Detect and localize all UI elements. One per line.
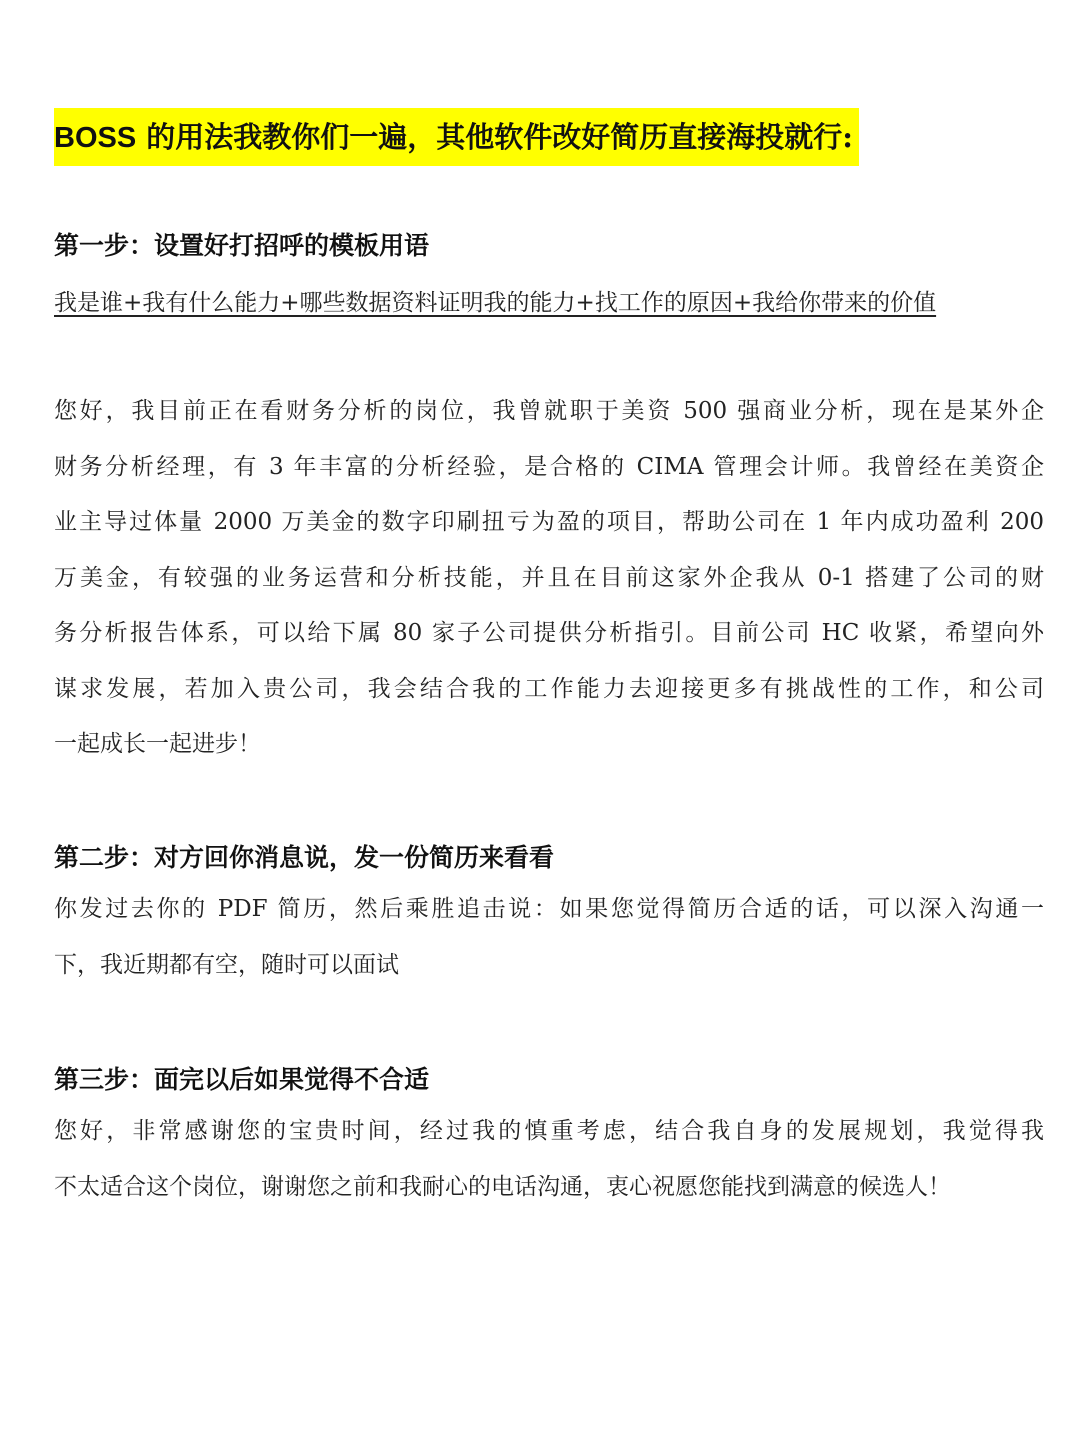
step2-line: 下，我近期都有空，随时可以面试 bbox=[54, 951, 399, 978]
step1-line: 您好，我目前正在看财务分析的岗位，我曾就职于美资 500 强商业分析，现在是某外企 bbox=[54, 398, 1044, 424]
step1-line: 务分析报告体系，可以给下属 80 家子公司提供分析指引。目前公司 HC 收紧，希望向外 bbox=[54, 620, 1044, 646]
step1-line: 谋求发展，若加入贵公司，我会结合我的工作能力去迎接更多有挑战性的工作，和公司 bbox=[54, 675, 1044, 702]
title-prefix: BOSS bbox=[54, 122, 137, 154]
step2-paragraph bbox=[54, 882, 1044, 993]
step1-line: 财务分析经理，有 3 年丰富的分析经验，是合格的 CIMA 管理会计师。我曾经在美资企 bbox=[54, 453, 1044, 480]
step3-heading: 第三步：面完以后如果觉得不合适 bbox=[54, 1065, 430, 1094]
step3-line: 不太适合这个岗位，谢谢您之前和我耐心的电话沟通，衷心祝愿您能找到满意的候选人！ bbox=[54, 1173, 951, 1200]
step2-heading: 第二步：对方回你消息说，发一份简历来看看 bbox=[54, 843, 555, 872]
step1-heading: 第一步：设置好打招呼的模板用语 bbox=[54, 231, 430, 260]
step1-line: 业主导过体量 2000 万美金的数字印刷扭亏为盈的项目，帮助公司在 1 年内成功盈利 200 bbox=[54, 509, 1044, 535]
step1-line: 一起成长一起进步！ bbox=[54, 731, 261, 757]
step1-paragraph bbox=[54, 384, 1044, 773]
step1-formula: 我是谁+我有什么能力+哪些数据资料证明我的能力+找工作的原因+我给你带来的价值 bbox=[54, 290, 937, 316]
step3-paragraph bbox=[54, 1104, 1044, 1215]
title-text: 的用法我教你们一遍，其他软件改好简历直接海投就行: bbox=[136, 120, 853, 154]
step2-line: 你发过去你的 PDF 简历，然后乘胜追击说：如果您觉得简历合适的话，可以深入沟通一 bbox=[54, 896, 1044, 922]
step1-line: 万美金，有较强的业务运营和分析技能，并且在目前这家外企我从 0-1 搭建了公司的财 bbox=[54, 564, 1044, 591]
page-title bbox=[54, 108, 859, 166]
step3-line: 您好，非常感谢您的宝贵时间，经过我的慎重考虑，结合我自身的发展规划，我觉得我 bbox=[54, 1118, 1044, 1144]
